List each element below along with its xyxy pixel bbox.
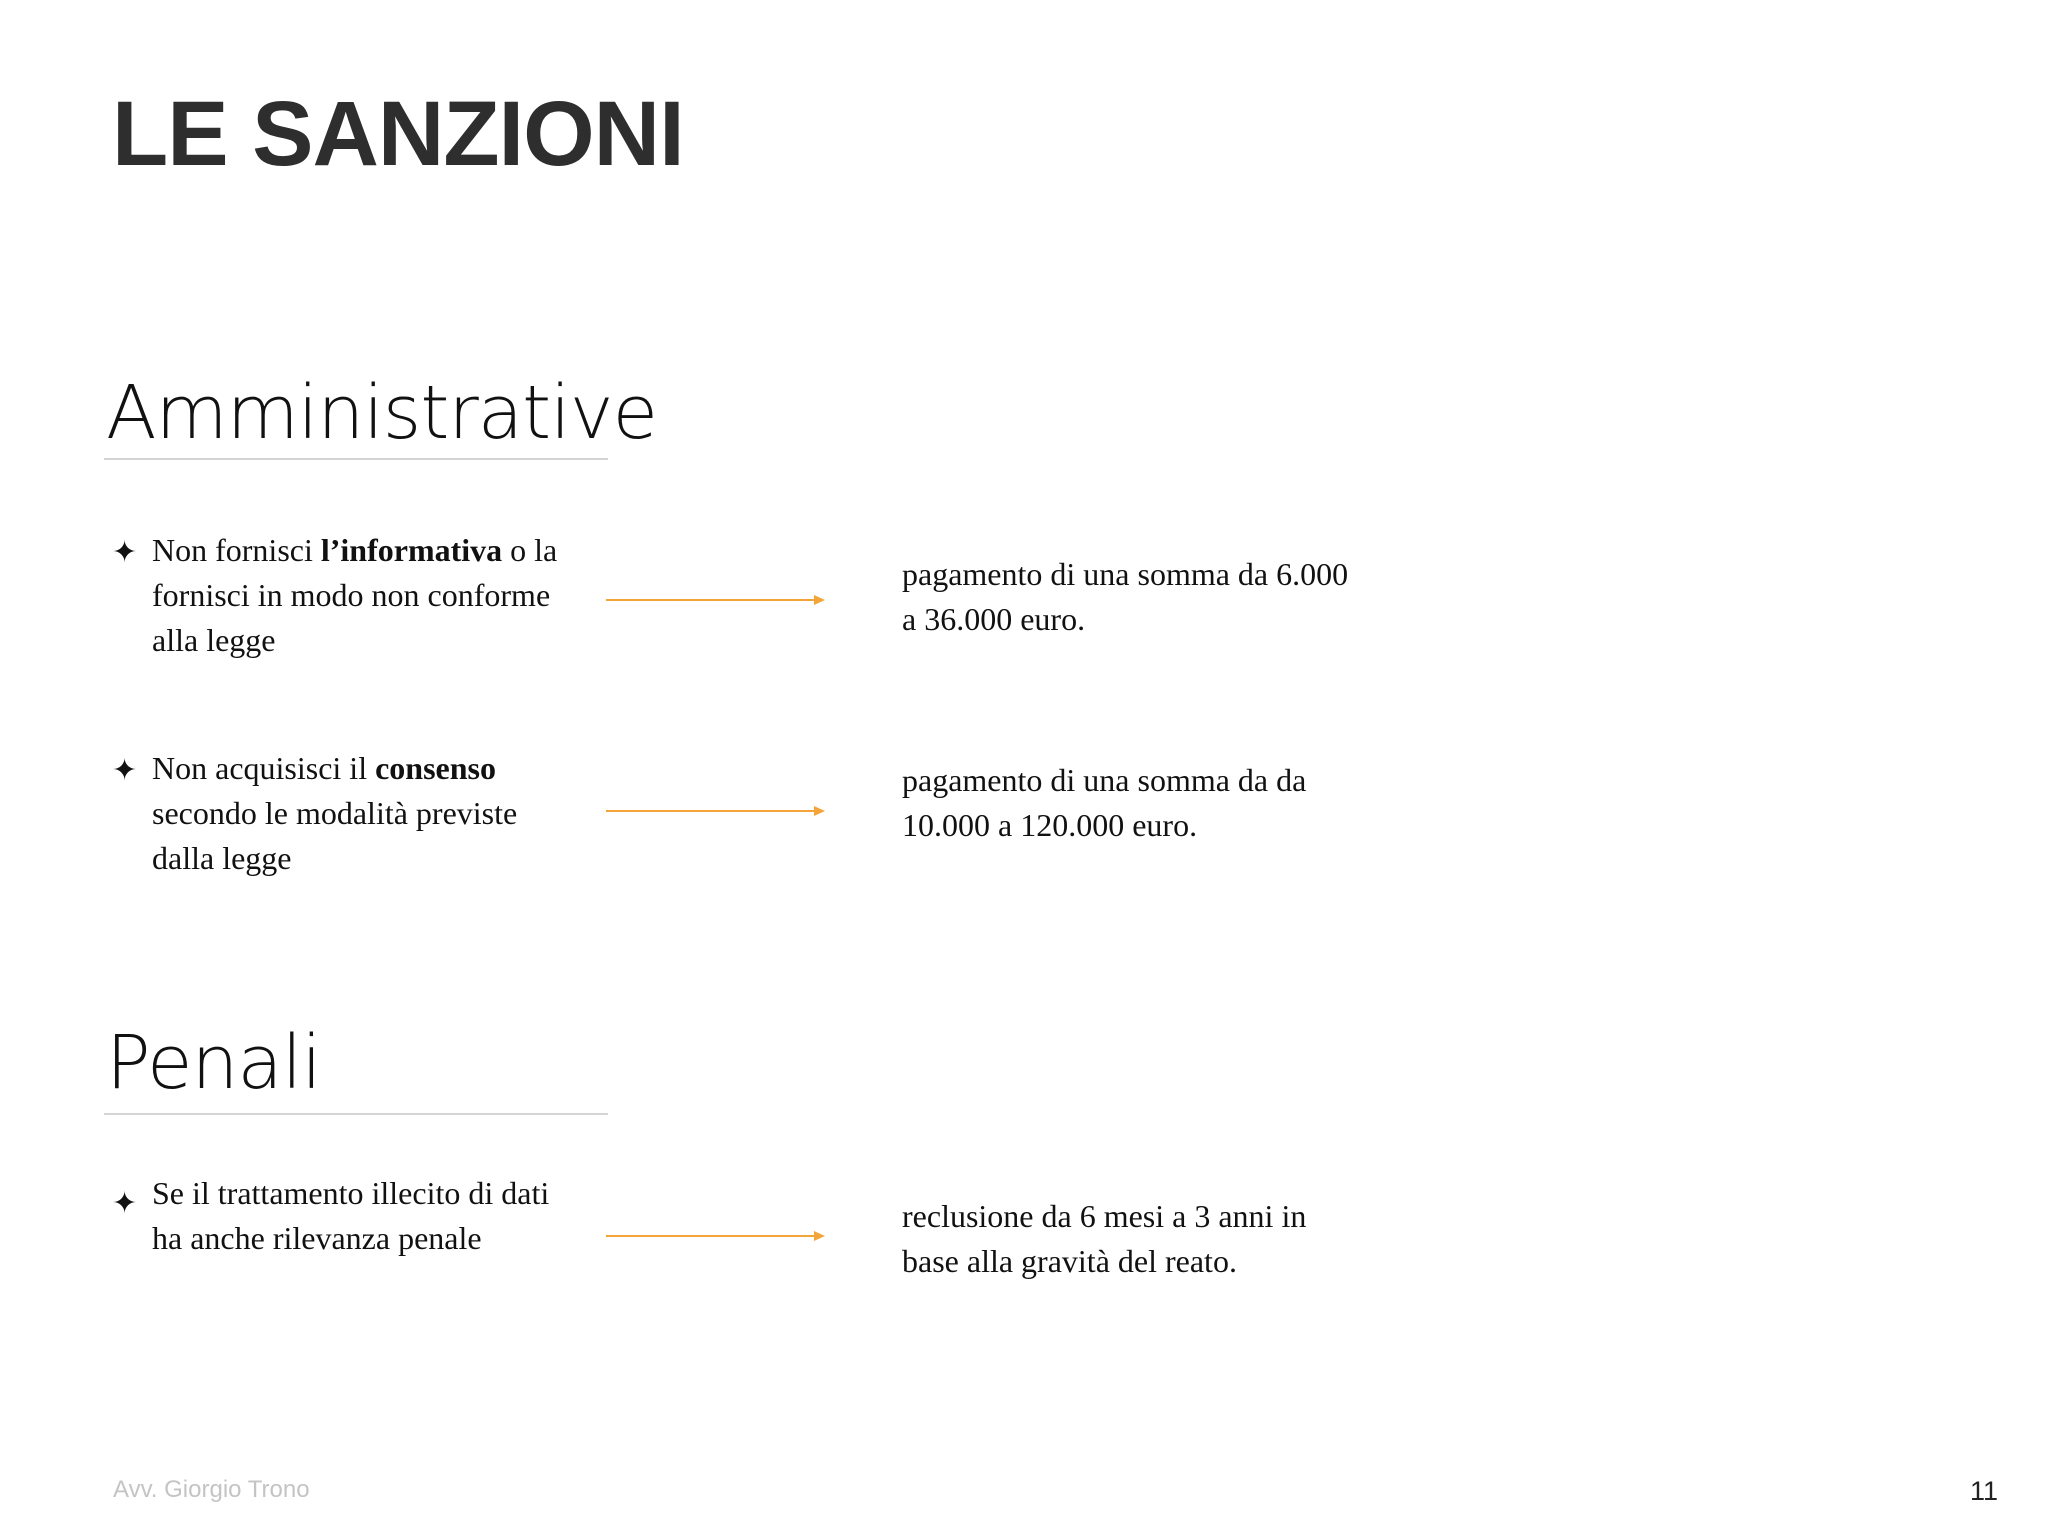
item-text-bold: l’informativa [320,532,503,568]
section-heading-amministrative: Amministrative [106,370,658,456]
sanction-result: pagamento di una somma da da 10.000 a 120.000 euro. [902,762,1307,843]
sanction-result: pagamento di una somma da 6.000 a 36.000 euro. [902,556,1349,637]
sanction-item-consenso [112,746,572,881]
item-text-before: Non acquisisci il [152,750,376,786]
sanction-result: reclusione da 6 mesi a 3 anni in base alla gravità del reato. [902,1198,1307,1279]
arrow-right-icon [606,594,826,606]
footer-author: Avv. Giorgio Trono [113,1476,310,1503]
section-divider [104,1113,608,1115]
item-text [152,1171,572,1261]
item-text-before: Non fornisci [152,532,321,568]
item-text-after: secondo le modalità previste dalla legge [152,795,518,876]
star-bullet-icon: ✦ [112,1186,138,1221]
arrow-right-icon [606,1230,826,1242]
section-divider [104,458,608,460]
star-bullet-icon: ✦ [112,535,138,570]
sanction-item-informativa [112,528,572,663]
item-text-bold: consenso [375,750,496,786]
item-text-after: o la fornisci in modo non conforme alla legge [152,532,558,658]
sanction-item-penale [112,1171,572,1261]
arrow-right-icon [606,805,826,817]
item-text-before: Se il trattamento illecito di dati ha anche rilevanza penale [152,1175,550,1256]
star-bullet-icon: ✦ [112,753,138,788]
page-number: 11 [1969,1476,1998,1506]
item-text [152,528,572,663]
item-text [152,746,572,881]
section-heading-penali: Penali [106,1020,321,1106]
slide-title: LE SANZIONI [112,83,684,185]
